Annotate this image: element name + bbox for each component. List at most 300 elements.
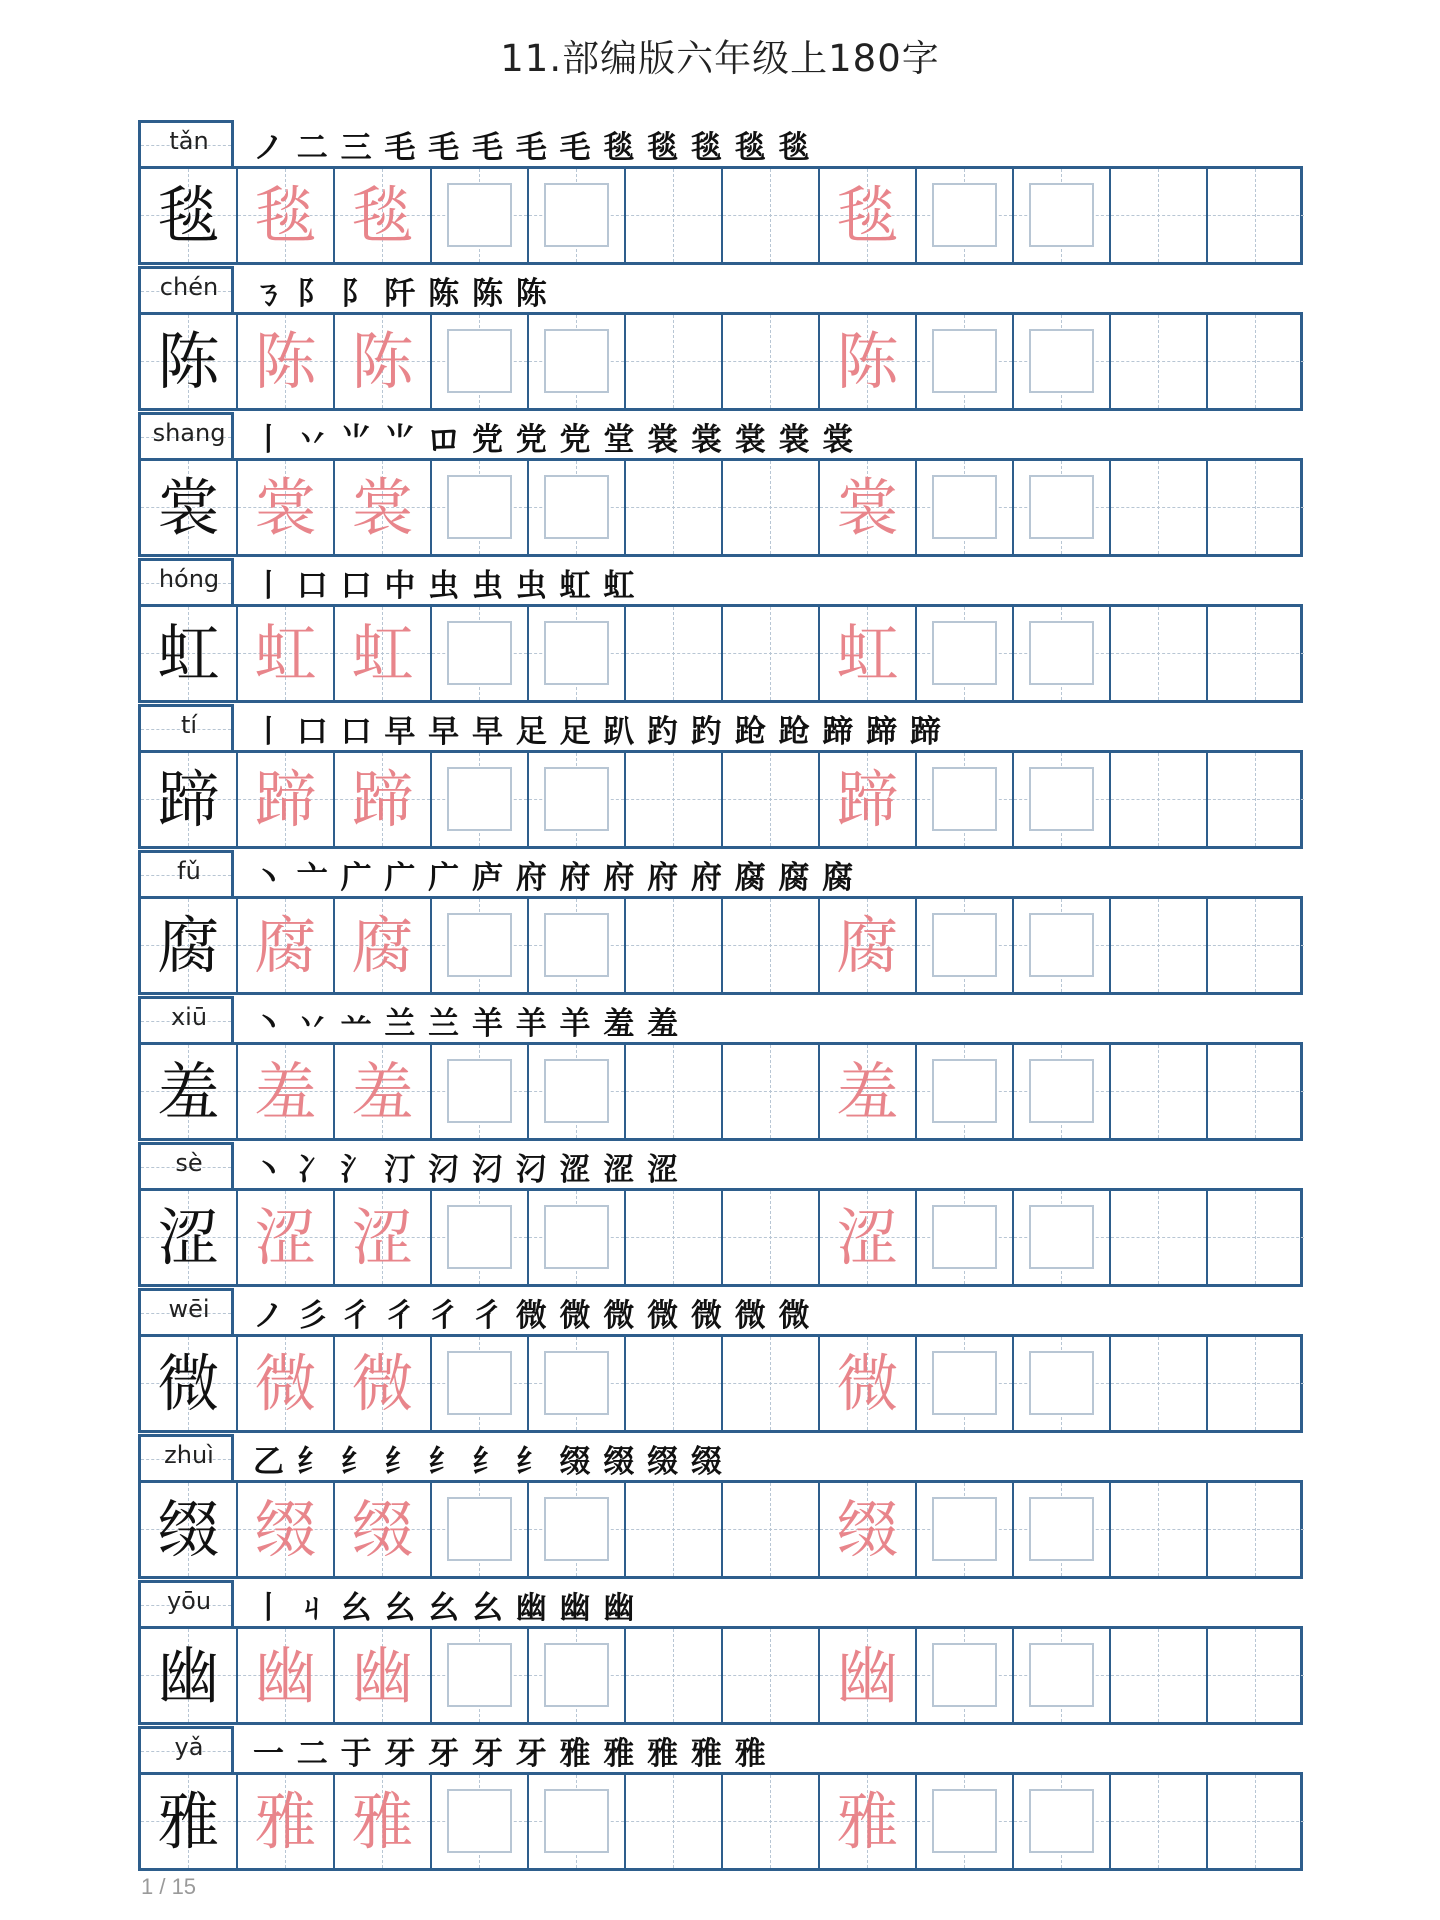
model-character: 蹄 bbox=[157, 762, 220, 836]
vertical-guide-line bbox=[1255, 1629, 1256, 1722]
vertical-guide-line bbox=[1158, 1629, 1159, 1722]
inner-square-cell[interactable] bbox=[1014, 1483, 1111, 1576]
model-character-cell bbox=[141, 607, 238, 700]
model-character: 幽 bbox=[157, 1638, 220, 1712]
model-character: 裳 bbox=[157, 470, 220, 544]
blank-practice-cell[interactable] bbox=[1208, 169, 1304, 262]
inner-square-cell[interactable] bbox=[529, 1629, 626, 1722]
inner-square-cell[interactable] bbox=[1014, 169, 1111, 262]
blank-practice-cell[interactable] bbox=[1111, 1775, 1208, 1868]
pinyin-label: tí bbox=[180, 711, 198, 739]
model-character-cell bbox=[141, 461, 238, 554]
inner-square-cell[interactable] bbox=[917, 1045, 1014, 1138]
vertical-guide-line bbox=[1255, 1191, 1256, 1284]
inner-practice-square bbox=[1029, 1643, 1094, 1707]
vertical-guide-line bbox=[673, 607, 674, 700]
blank-practice-cell[interactable] bbox=[1208, 1775, 1304, 1868]
inner-square-cell[interactable] bbox=[529, 1191, 626, 1284]
blank-practice-cell[interactable] bbox=[1111, 899, 1208, 992]
trace-cell[interactable] bbox=[820, 607, 917, 700]
trace-character: 裳 bbox=[351, 470, 414, 544]
blank-practice-cell[interactable] bbox=[723, 461, 820, 554]
inner-practice-square bbox=[447, 1497, 512, 1561]
pinyin-box bbox=[138, 1434, 234, 1482]
blank-practice-cell[interactable] bbox=[1208, 753, 1304, 846]
vertical-guide-line bbox=[770, 461, 771, 554]
blank-practice-cell[interactable] bbox=[723, 1337, 820, 1430]
blank-practice-cell[interactable] bbox=[723, 899, 820, 992]
trace-character: 虹 bbox=[351, 616, 414, 690]
model-character: 缀 bbox=[157, 1492, 220, 1566]
vertical-guide-line bbox=[1158, 1337, 1159, 1430]
blank-practice-cell[interactable] bbox=[626, 169, 723, 262]
trace-character: 缀 bbox=[351, 1492, 414, 1566]
trace-character: 涩 bbox=[351, 1200, 414, 1274]
vertical-guide-line bbox=[1158, 1775, 1159, 1868]
vertical-guide-line bbox=[1158, 461, 1159, 554]
vertical-guide-line bbox=[770, 1483, 771, 1576]
inner-practice-square bbox=[447, 767, 512, 831]
pinyin-box bbox=[138, 850, 234, 898]
trace-cell[interactable] bbox=[335, 753, 432, 846]
character-entry bbox=[138, 558, 1303, 703]
trace-character: 雅 bbox=[836, 1784, 899, 1858]
vertical-guide-line bbox=[673, 753, 674, 846]
trace-cell[interactable] bbox=[335, 1337, 432, 1430]
blank-practice-cell[interactable] bbox=[1208, 1045, 1304, 1138]
trace-cell[interactable] bbox=[335, 461, 432, 554]
blank-practice-cell[interactable] bbox=[723, 607, 820, 700]
trace-cell[interactable] bbox=[820, 169, 917, 262]
vertical-guide-line bbox=[1158, 169, 1159, 262]
inner-square-cell[interactable] bbox=[1014, 315, 1111, 408]
pinyin-box bbox=[138, 1142, 234, 1190]
trace-cell[interactable] bbox=[335, 1191, 432, 1284]
pinyin-box bbox=[138, 996, 234, 1044]
vertical-guide-line bbox=[770, 169, 771, 262]
pinyin-label: shang bbox=[152, 419, 226, 447]
inner-practice-square bbox=[1029, 767, 1094, 831]
trace-cell[interactable] bbox=[238, 607, 335, 700]
inner-square-cell[interactable] bbox=[1014, 1337, 1111, 1430]
inner-practice-square bbox=[544, 329, 609, 393]
model-character-cell bbox=[141, 169, 238, 262]
practice-grid-row bbox=[138, 312, 1303, 411]
inner-square-cell[interactable] bbox=[529, 461, 626, 554]
trace-cell[interactable] bbox=[335, 1775, 432, 1868]
trace-character: 陈 bbox=[254, 324, 317, 398]
pinyin-box bbox=[138, 1580, 234, 1628]
page-title: 11.部编版六年级上180字 bbox=[500, 37, 940, 80]
vertical-guide-line bbox=[673, 1629, 674, 1722]
trace-cell[interactable] bbox=[820, 753, 917, 846]
vertical-guide-line bbox=[1255, 607, 1256, 700]
horizontal-guide-line bbox=[1208, 507, 1304, 508]
stroke-order-sequence: 丨 ㄐ 幺 幺 幺 幺 幽 幽 幽 bbox=[253, 1590, 636, 1626]
inner-practice-square bbox=[544, 1643, 609, 1707]
inner-square-cell[interactable] bbox=[432, 753, 529, 846]
vertical-guide-line bbox=[1255, 1337, 1256, 1430]
inner-square-cell[interactable] bbox=[529, 1337, 626, 1430]
inner-square-cell[interactable] bbox=[1014, 461, 1111, 554]
blank-practice-cell[interactable] bbox=[626, 1191, 723, 1284]
horizontal-guide-line bbox=[1208, 215, 1304, 216]
trace-cell[interactable] bbox=[238, 899, 335, 992]
inner-practice-square bbox=[447, 1205, 512, 1269]
blank-practice-cell[interactable] bbox=[1111, 315, 1208, 408]
model-character: 虹 bbox=[157, 616, 220, 690]
pinyin-label: yōu bbox=[166, 1587, 212, 1615]
vertical-guide-line bbox=[1255, 899, 1256, 992]
vertical-guide-line bbox=[770, 1191, 771, 1284]
inner-practice-square bbox=[447, 1643, 512, 1707]
trace-cell[interactable] bbox=[820, 1191, 917, 1284]
inner-practice-square bbox=[932, 1643, 997, 1707]
inner-practice-square bbox=[1029, 913, 1094, 977]
inner-square-cell[interactable] bbox=[529, 1775, 626, 1868]
character-entry bbox=[138, 1288, 1303, 1433]
blank-practice-cell[interactable] bbox=[626, 315, 723, 408]
blank-practice-cell[interactable] bbox=[1208, 1337, 1304, 1430]
model-character-cell bbox=[141, 753, 238, 846]
model-character: 微 bbox=[157, 1346, 220, 1420]
trace-cell[interactable] bbox=[238, 753, 335, 846]
blank-practice-cell[interactable] bbox=[1111, 461, 1208, 554]
vertical-guide-line bbox=[673, 315, 674, 408]
trace-cell[interactable] bbox=[238, 1483, 335, 1576]
trace-character: 蹄 bbox=[351, 762, 414, 836]
pinyin-label: chén bbox=[159, 273, 219, 301]
trace-character: 幽 bbox=[254, 1638, 317, 1712]
model-character-cell bbox=[141, 1775, 238, 1868]
model-character: 羞 bbox=[157, 1054, 220, 1128]
trace-cell[interactable] bbox=[820, 899, 917, 992]
vertical-guide-line bbox=[1158, 607, 1159, 700]
trace-character: 陈 bbox=[836, 324, 899, 398]
trace-cell[interactable] bbox=[238, 1775, 335, 1868]
blank-practice-cell[interactable] bbox=[1111, 607, 1208, 700]
blank-practice-cell[interactable] bbox=[1208, 1483, 1304, 1576]
inner-practice-square bbox=[1029, 621, 1094, 685]
trace-character: 毯 bbox=[254, 178, 317, 252]
inner-square-cell[interactable] bbox=[432, 1191, 529, 1284]
trace-cell[interactable] bbox=[820, 315, 917, 408]
vertical-guide-line bbox=[673, 169, 674, 262]
blank-practice-cell[interactable] bbox=[626, 607, 723, 700]
stroke-order-sequence: ノ 彡 彳 彳 彳 彳 微 微 微 微 微 微 微 bbox=[253, 1298, 811, 1334]
trace-character: 毯 bbox=[836, 178, 899, 252]
trace-cell[interactable] bbox=[238, 1045, 335, 1138]
trace-cell[interactable] bbox=[238, 1629, 335, 1722]
vertical-guide-line bbox=[1255, 315, 1256, 408]
blank-practice-cell[interactable] bbox=[723, 1045, 820, 1138]
trace-cell[interactable] bbox=[335, 1483, 432, 1576]
inner-practice-square bbox=[447, 913, 512, 977]
blank-practice-cell[interactable] bbox=[626, 1775, 723, 1868]
practice-grid-row bbox=[138, 1042, 1303, 1141]
vertical-guide-line bbox=[673, 1337, 674, 1430]
horizontal-guide-line bbox=[1208, 653, 1304, 654]
pinyin-box bbox=[138, 558, 234, 606]
trace-cell[interactable] bbox=[238, 169, 335, 262]
inner-square-cell[interactable] bbox=[1014, 753, 1111, 846]
inner-practice-square bbox=[447, 1059, 512, 1123]
horizontal-guide-line bbox=[1208, 1675, 1304, 1676]
inner-square-cell[interactable] bbox=[432, 1045, 529, 1138]
vertical-guide-line bbox=[673, 461, 674, 554]
inner-square-cell[interactable] bbox=[1014, 607, 1111, 700]
vertical-guide-line bbox=[1255, 169, 1256, 262]
inner-square-cell[interactable] bbox=[1014, 1629, 1111, 1722]
inner-square-cell[interactable] bbox=[432, 461, 529, 554]
blank-practice-cell[interactable] bbox=[1111, 1337, 1208, 1430]
pinyin-label: yǎ bbox=[174, 1733, 204, 1761]
trace-character: 微 bbox=[836, 1346, 899, 1420]
pinyin-label: xiū bbox=[170, 1003, 208, 1031]
blank-practice-cell[interactable] bbox=[723, 753, 820, 846]
inner-square-cell[interactable] bbox=[917, 899, 1014, 992]
blank-practice-cell[interactable] bbox=[723, 1191, 820, 1284]
horizontal-guide-line bbox=[1208, 799, 1304, 800]
trace-cell[interactable] bbox=[335, 607, 432, 700]
stroke-order-sequence: 丨 丷 ⺌ ⺌ 𫩏 党 党 党 堂 裳 裳 裳 裳 裳 bbox=[253, 422, 855, 458]
blank-practice-cell[interactable] bbox=[1208, 607, 1304, 700]
pinyin-box bbox=[138, 1288, 234, 1336]
inner-square-cell[interactable] bbox=[432, 899, 529, 992]
character-entry bbox=[138, 1434, 1303, 1579]
blank-practice-cell[interactable] bbox=[1111, 169, 1208, 262]
inner-square-cell[interactable] bbox=[529, 1045, 626, 1138]
blank-practice-cell[interactable] bbox=[626, 899, 723, 992]
trace-cell[interactable] bbox=[820, 1337, 917, 1430]
inner-practice-square bbox=[1029, 1351, 1094, 1415]
practice-grid-row bbox=[138, 1772, 1303, 1871]
blank-practice-cell[interactable] bbox=[626, 1629, 723, 1722]
vertical-guide-line bbox=[770, 607, 771, 700]
model-character-cell bbox=[141, 1483, 238, 1576]
inner-square-cell[interactable] bbox=[1014, 1045, 1111, 1138]
character-entry bbox=[138, 1142, 1303, 1287]
trace-cell[interactable] bbox=[820, 1775, 917, 1868]
blank-practice-cell[interactable] bbox=[1208, 899, 1304, 992]
inner-square-cell[interactable] bbox=[1014, 1775, 1111, 1868]
inner-square-cell[interactable] bbox=[432, 1483, 529, 1576]
vertical-guide-line bbox=[1255, 461, 1256, 554]
model-character-cell bbox=[141, 899, 238, 992]
inner-square-cell[interactable] bbox=[917, 461, 1014, 554]
vertical-guide-line bbox=[673, 1045, 674, 1138]
trace-cell[interactable] bbox=[238, 315, 335, 408]
practice-grid-row bbox=[138, 1480, 1303, 1579]
trace-character: 腐 bbox=[836, 908, 899, 982]
blank-practice-cell[interactable] bbox=[626, 1045, 723, 1138]
trace-character: 虹 bbox=[254, 616, 317, 690]
inner-square-cell[interactable] bbox=[529, 169, 626, 262]
inner-practice-square bbox=[544, 621, 609, 685]
inner-square-cell[interactable] bbox=[529, 607, 626, 700]
stroke-order-sequence: ㄋ 阝 阝 阡 陈 陈 陈 bbox=[253, 276, 548, 312]
trace-cell[interactable] bbox=[820, 1045, 917, 1138]
trace-cell[interactable] bbox=[335, 169, 432, 262]
blank-practice-cell[interactable] bbox=[723, 1629, 820, 1722]
inner-practice-square bbox=[447, 1789, 512, 1853]
model-character-cell bbox=[141, 1337, 238, 1430]
model-character: 雅 bbox=[157, 1784, 220, 1858]
trace-cell[interactable] bbox=[238, 1337, 335, 1430]
vertical-guide-line bbox=[673, 1775, 674, 1868]
inner-square-cell[interactable] bbox=[917, 1483, 1014, 1576]
practice-grid-row bbox=[138, 604, 1303, 703]
trace-cell[interactable] bbox=[335, 1629, 432, 1722]
inner-practice-square bbox=[932, 1059, 997, 1123]
pinyin-box bbox=[138, 704, 234, 752]
trace-cell[interactable] bbox=[335, 315, 432, 408]
inner-practice-square bbox=[1029, 475, 1094, 539]
inner-square-cell[interactable] bbox=[432, 315, 529, 408]
inner-practice-square bbox=[1029, 1789, 1094, 1853]
inner-practice-square bbox=[1029, 329, 1094, 393]
trace-character: 毯 bbox=[351, 178, 414, 252]
vertical-guide-line bbox=[770, 753, 771, 846]
horizontal-guide-line bbox=[1208, 1821, 1304, 1822]
vertical-guide-line bbox=[1158, 1045, 1159, 1138]
inner-square-cell[interactable] bbox=[432, 1775, 529, 1868]
trace-cell[interactable] bbox=[335, 1045, 432, 1138]
inner-square-cell[interactable] bbox=[529, 899, 626, 992]
blank-practice-cell[interactable] bbox=[1111, 753, 1208, 846]
blank-practice-cell[interactable] bbox=[1111, 1045, 1208, 1138]
vertical-guide-line bbox=[770, 899, 771, 992]
inner-square-cell[interactable] bbox=[917, 1629, 1014, 1722]
inner-square-cell[interactable] bbox=[529, 1483, 626, 1576]
pinyin-label: tǎn bbox=[169, 127, 209, 155]
vertical-guide-line bbox=[770, 315, 771, 408]
horizontal-guide-line bbox=[1208, 1237, 1304, 1238]
character-entry bbox=[138, 704, 1303, 849]
blank-practice-cell[interactable] bbox=[1208, 1191, 1304, 1284]
model-character: 涩 bbox=[157, 1200, 220, 1274]
inner-practice-square bbox=[447, 621, 512, 685]
trace-character: 幽 bbox=[351, 1638, 414, 1712]
blank-practice-cell[interactable] bbox=[626, 753, 723, 846]
inner-practice-square bbox=[932, 1351, 997, 1415]
trace-character: 陈 bbox=[351, 324, 414, 398]
trace-character: 裳 bbox=[836, 470, 899, 544]
trace-cell[interactable] bbox=[238, 1191, 335, 1284]
vertical-guide-line bbox=[673, 1191, 674, 1284]
inner-square-cell[interactable] bbox=[917, 1191, 1014, 1284]
trace-cell[interactable] bbox=[238, 461, 335, 554]
practice-grid-row bbox=[138, 166, 1303, 265]
blank-practice-cell[interactable] bbox=[723, 1483, 820, 1576]
blank-practice-cell[interactable] bbox=[1111, 1629, 1208, 1722]
inner-square-cell[interactable] bbox=[529, 753, 626, 846]
blank-practice-cell[interactable] bbox=[1208, 461, 1304, 554]
stroke-order-sequence: 丶 丷 䒑 兰 兰 羊 羊 羊 羞 羞 bbox=[253, 1006, 680, 1042]
inner-square-cell[interactable] bbox=[1014, 899, 1111, 992]
trace-character: 腐 bbox=[351, 908, 414, 982]
blank-practice-cell[interactable] bbox=[723, 169, 820, 262]
pinyin-label: fǔ bbox=[177, 857, 201, 885]
pinyin-label: wēi bbox=[168, 1295, 210, 1323]
inner-square-cell[interactable] bbox=[432, 1337, 529, 1430]
practice-grid-row bbox=[138, 750, 1303, 849]
blank-practice-cell[interactable] bbox=[626, 1483, 723, 1576]
inner-square-cell[interactable] bbox=[432, 169, 529, 262]
character-entry bbox=[138, 1580, 1303, 1725]
horizontal-guide-line bbox=[1208, 1383, 1304, 1384]
horizontal-guide-line bbox=[1208, 1529, 1304, 1530]
inner-practice-square bbox=[1029, 1205, 1094, 1269]
vertical-guide-line bbox=[1255, 753, 1256, 846]
inner-square-cell[interactable] bbox=[917, 1337, 1014, 1430]
vertical-guide-line bbox=[1158, 753, 1159, 846]
trace-cell[interactable] bbox=[335, 899, 432, 992]
model-character: 腐 bbox=[157, 908, 220, 982]
trace-cell[interactable] bbox=[820, 461, 917, 554]
blank-practice-cell[interactable] bbox=[723, 1775, 820, 1868]
inner-practice-square bbox=[932, 183, 997, 247]
blank-practice-cell[interactable] bbox=[1208, 1629, 1304, 1722]
inner-square-cell[interactable] bbox=[917, 607, 1014, 700]
inner-practice-square bbox=[544, 1205, 609, 1269]
inner-square-cell[interactable] bbox=[432, 1629, 529, 1722]
vertical-guide-line bbox=[673, 899, 674, 992]
trace-cell[interactable] bbox=[820, 1629, 917, 1722]
stroke-order-sequence: 丨 口 口 中 虫 虫 虫 虹 虹 bbox=[253, 568, 636, 604]
inner-practice-square bbox=[447, 329, 512, 393]
character-entry bbox=[138, 266, 1303, 411]
character-entry bbox=[138, 850, 1303, 995]
inner-square-cell[interactable] bbox=[917, 169, 1014, 262]
trace-character: 裳 bbox=[254, 470, 317, 544]
blank-practice-cell[interactable] bbox=[1208, 315, 1304, 408]
inner-practice-square bbox=[544, 913, 609, 977]
inner-square-cell[interactable] bbox=[917, 753, 1014, 846]
inner-practice-square bbox=[447, 1351, 512, 1415]
blank-practice-cell[interactable] bbox=[723, 315, 820, 408]
pinyin-box bbox=[138, 120, 234, 168]
blank-practice-cell[interactable] bbox=[626, 461, 723, 554]
vertical-guide-line bbox=[1255, 1045, 1256, 1138]
blank-practice-cell[interactable] bbox=[1111, 1191, 1208, 1284]
trace-character: 雅 bbox=[351, 1784, 414, 1858]
stroke-order-sequence: 乙 纟 纟 纟 纟 纟 纟 缀 缀 缀 缀 bbox=[253, 1444, 723, 1480]
inner-square-cell[interactable] bbox=[529, 315, 626, 408]
blank-practice-cell[interactable] bbox=[1111, 1483, 1208, 1576]
stroke-order-sequence: 丶 冫 氵 汀 汈 汈 汈 涩 涩 涩 bbox=[253, 1152, 680, 1188]
inner-square-cell[interactable] bbox=[1014, 1191, 1111, 1284]
trace-cell[interactable] bbox=[820, 1483, 917, 1576]
trace-character: 虹 bbox=[836, 616, 899, 690]
blank-practice-cell[interactable] bbox=[626, 1337, 723, 1430]
inner-square-cell[interactable] bbox=[917, 1775, 1014, 1868]
character-entry bbox=[138, 120, 1303, 265]
inner-practice-square bbox=[447, 183, 512, 247]
pinyin-box bbox=[138, 266, 234, 314]
trace-character: 蹄 bbox=[836, 762, 899, 836]
inner-square-cell[interactable] bbox=[432, 607, 529, 700]
vertical-guide-line bbox=[770, 1045, 771, 1138]
vertical-guide-line bbox=[770, 1775, 771, 1868]
inner-practice-square bbox=[544, 1789, 609, 1853]
trace-character: 涩 bbox=[254, 1200, 317, 1274]
pinyin-box bbox=[138, 412, 234, 460]
page-number: 1 / 15 bbox=[141, 1874, 197, 1899]
trace-character: 雅 bbox=[254, 1784, 317, 1858]
vertical-guide-line bbox=[1255, 1775, 1256, 1868]
inner-square-cell[interactable] bbox=[917, 315, 1014, 408]
